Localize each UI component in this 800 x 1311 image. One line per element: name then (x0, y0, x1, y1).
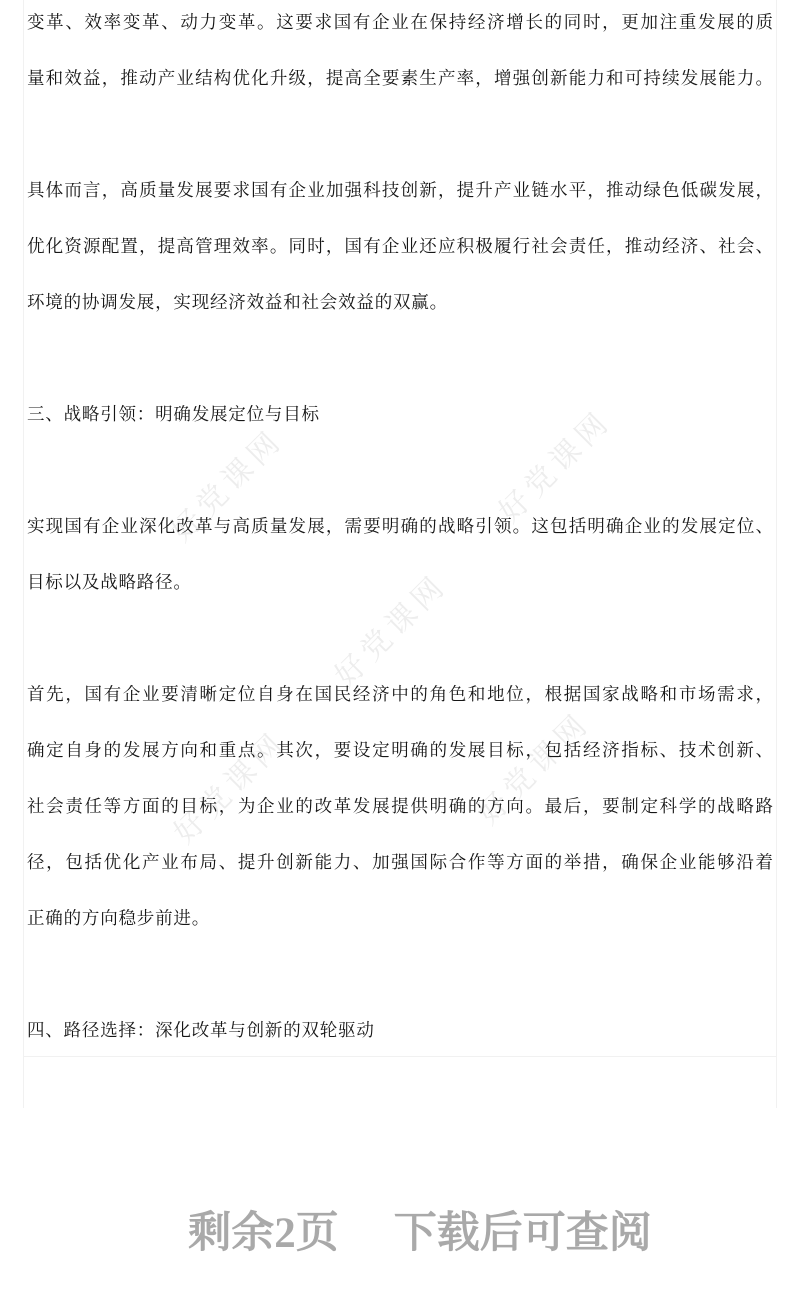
text-line: 优化资源配置，提高管理效率。同时，国有企业还应积极履行社会责任，推动经济、社会、 (27, 236, 773, 256)
remaining-pages-banner (0, 1210, 800, 1258)
text-line: 社会责任等方面的目标，为企业的改革发展提供明确的方向。最后，要制定科学的战略路 (27, 796, 773, 816)
paragraph (27, 666, 773, 946)
text-line: 正确的方向稳步前进。 (27, 908, 210, 928)
section-heading (27, 1002, 773, 1058)
heading-line: 四、路径选择：深化改革与创新的双轮驱动 (27, 1020, 375, 1040)
text-line: 目标以及战略路径。 (27, 572, 192, 592)
watermark: 好党课网 (328, 567, 455, 694)
heading-line: 三、战略引领：明确发展定位与目标 (27, 404, 320, 424)
text-line: 环境的协调发展，实现经济效益和社会效益的双赢。 (27, 292, 448, 312)
text-line: 首先，国有企业要清晰定位自身在国民经济中的角色和地位，根据国家战略和市场需求， (27, 684, 773, 704)
paragraph (27, 498, 773, 610)
text-line: 确定自身的发展方向和重点。其次，要设定明确的发展目标，包括经济指标、技术创新、 (27, 740, 773, 760)
text-line: 径，包括优化产业布局、提升创新能力、加强国际合作等方面的举措，确保企业能够沿着 (27, 852, 773, 872)
text-line: 实现国有企业深化改革与高质量发展，需要明确的战略引领。这包括明确企业的发展定位、 (27, 516, 773, 536)
watermark: 好党课网 (471, 705, 598, 832)
watermark: 好党课网 (164, 422, 291, 549)
text-line: 变革、效率变革、动力变革。这要求国有企业在保持经济增长的同时，更加注重发展的质 (27, 12, 773, 32)
text-line: 量和效益，推动产业结构优化升级，提高全要素生产率，增强创新能力和可持续发展能力。 (27, 68, 773, 88)
download-hint-label: 下载后可查阅 (393, 1210, 652, 1257)
document-body (27, 0, 773, 1114)
paragraph (27, 162, 773, 330)
section-heading (27, 386, 773, 442)
text-line: 具体而言，高质量发展要求国有企业加强科技创新，提升产业链水平，推动绿色低碳发展， (27, 180, 773, 200)
watermark: 好党课网 (167, 724, 294, 851)
paragraph (27, 0, 773, 106)
watermark: 好党课网 (492, 403, 619, 530)
page-left-border (23, 0, 24, 1108)
pages-remaining-label: 剩余2页 (188, 1210, 339, 1257)
page-right-border (776, 0, 777, 1108)
